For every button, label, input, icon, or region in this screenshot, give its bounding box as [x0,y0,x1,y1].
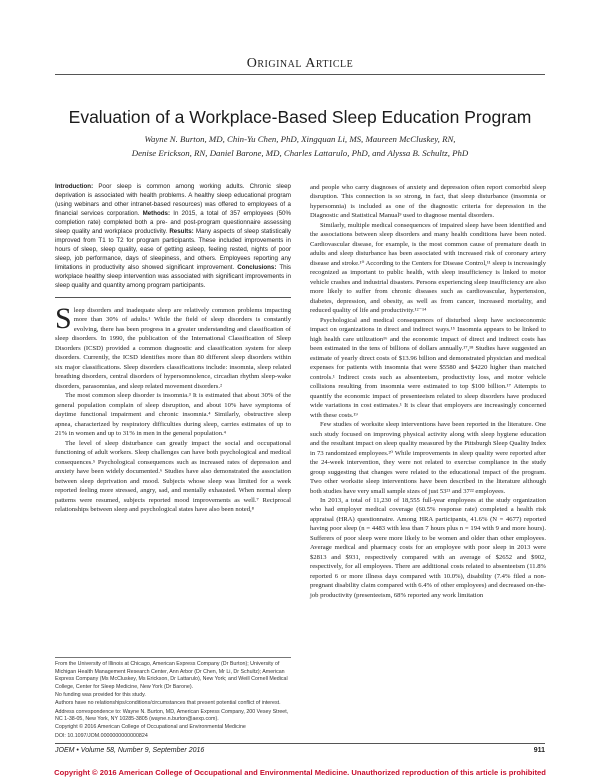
abstract-results-label: Results: [169,227,194,235]
affiliations: From the University of Illinois at Chicago, American Express Company (Dr Burton); University of Michigan Health Management Research Center, Ann Arbor (Dr Chen, Mr Li, Dr Schultz); American Express Company (Ms McCluskey, Ms Erickson, Dr Lattarulo), New York; and Weill Cornell Medical College, Center for Sleep Medicine, New York (Dr Barone). [55,661,288,691]
page-number: 911 [533,747,545,754]
doi: DOI: 10.1097/JOM.0000000000000824 [55,732,148,739]
abstract-methods: In 2015, a total of 357 employees (50% completion rate) completed both a pre- and post-program questionnaire assessing sleep quality and workplace productivity. [55,209,291,235]
article-title: Evaluation of a Workplace-Based Sleep Education Program [68,107,532,127]
journal-footer [55,743,545,754]
body-paragraph: In 2013, a total of 11,230 of 18,555 full-year employees at the study organization who had employer medical coverage (60.5% response rate) completed a health risk appraisal (HRA) questionnaire. Among HRA participants, 41.6% (N = 4677) reported having poor sleep (n = 4483 with less than 7 hours plus n = 194 with 9 and more hours). Sufferers of poor sleep were more likely to be women and older than other employees. Average medical and pharmacy costs for an employee with poor sleep in 2013 were $2813 and $931, respectively compared with an average of $2652 and $902, respectively, for all employees. There are additional costs related to absenteeism (11.8% reported 6 or more illness days compared with 10.0%), disability (7.4% filed a non-pregnant disability claim compared with 6.4% of other employees) and decreased on-the-job productivity (presenteeism, 68% reported any work limitation [310,496,546,599]
authors-line-1: Wayne N. Burton, MD, Chin-Yu Chen, PhD, Xingquan Li, MS, Maureen McCluskey, RN, [144,134,456,144]
body-paragraph: The level of sleep disturbance can greatly impact the social and occupational functioning of adult workers. Sleep challenges can have both psychological and medical consequences.⁵ Psychological consequences such as increased rates of depression and anxiety have been widely documented.⁶ Studies have also demonstrated the association between sleep deprivation and mood. Subjects whose sleep was limited for a week reported feeling more stressed, angry, sad, and mentally exhausted. When normal sleep patterns were resumed, subjects reported mood improvements as well.⁷ Reciprocal relationships between sleep and psychological states have also been noted,⁸ [55,439,291,513]
copyright-note: Copyright © 2016 American College of Occupational and Environmental Medicine [55,724,246,731]
header-rule [55,74,545,75]
abstract-results: Many aspects of sleep statistically improved from T1 to T2 for program participants. These included improvements in hours of sleep, sleep quality, ease of getting asleep, feeling rested, nights of poor sleep, job performance, days of sleepiness, and others. Employees reporting any limitations in productivity also showed significant improvement. [55,227,291,271]
body-paragraph [55,301,291,391]
body-paragraph: and people who carry diagnoses of anxiety and depression often report comorbid sleep disruption. This connection is so strong, in fact, that sleep disturbance (insomnia or hypersomnia) is included as one of the diagnostic criteria for depression in the Diagnostic and Statistical Manual⁹ used to diagnose mental disorders. [310,184,546,220]
conflict-note: Authors have no relationships/conditions/circumstances that present potential conflict of interest. [55,700,281,707]
authors-line-2: Denise Erickson, RN, Daniel Barone, MD, Charles Lattarulo, PhD, and Alyssa B. Schultz, PhD [131,147,469,158]
abstract-conclusions-label: Conclusions: [237,263,277,271]
abstract-methods-label: Methods: [142,209,171,217]
journal-citation: JOEM • Volume 58, Number 9, September 2016 [55,747,205,754]
footnotes [55,657,291,741]
abstract [55,183,291,291]
section-label: Original Article [246,56,354,71]
body-paragraph: The most common sleep disorder is insomnia.³ It is estimated that about 30% of the general population complain of sleep disruption, and about 10% have symptoms of daytime functional impairment and chronic insomnia.⁴ Similarly, obstructive sleep apnea, characterized by respiratory difficulties during sleep, carries estimates of up to 21% in women and up to 31% in men in the general population.⁴ [55,392,291,438]
author-list [60,133,540,160]
left-column [55,183,291,514]
body-paragraph: Psychological and medical consequences of disturbed sleep have socioeconomic impact on organizations in direct and indirect ways.¹⁵ Insomnia appears to be linked to high health care utilization¹⁶ and the economic impact of direct and indirect costs has been estimated in the tens of billions of dollars annually.¹⁷,¹⁸ Studies have suggested an estimate of yearly direct costs of $13.96 billion and demonstrated physician and medical expenses for patients with insomnia that were $5580 and $4220 higher than matched controls.¹ Indirect costs such as absenteeism, productivity loss, and motor vehicle collisions resulting from insomnia were estimated to top $100 billion.¹⁷ Attempts to quantify the economic impact of presenteeism related to sleep disorders have produced wide variations in cost estimates.¹ It is clear that employers are increasingly concerned with these costs.¹⁹ [310,316,546,419]
abstract-divider [55,297,291,298]
paragraph-text: leep disorders and inadequate sleep are relatively common problems impacting more than 30% of adults.¹ While the field of sleep disorders is constantly evolving, there has been progress in a greater understanding and classification of sleep disorders. In 1990, the publication of the International Classification of Sleep Disorders (ICSD) provided a common diagnostic and classification system for sleep disorders. Currently, the ICSD identifies more than 80 different sleep disorders within six major classifications. Sleep disorders classifications include: insomnia, sleep related breathing disorders, central disorders of hypersomnolence, circadian rhythm sleep-wake disorders, parasomnias, and sleep related movement disorders.² [55,306,291,390]
footnote-rule [55,657,291,658]
right-column [310,183,546,600]
abstract-intro: Poor sleep is common among working adults. Chronic sleep deprivation is associated with health problems. A healthy sleep educational program (using webinars and other intranet-based resources) was offered to employees of a financial services corporation. [55,183,291,217]
body-paragraph: Similarly, multiple medical consequences of impaired sleep have been identified and the associations between sleep disorders and many health conditions have been noted. Cardiovascular disease, for example, is the most common cause of premature death in adults and sleep disturbance has been associated with increased risk of coronary artery disease and stroke.¹⁰ According to the Centers for Disease Control,¹¹ sleep is increasingly recognized as important to public health, with sleep insufficiency is linked to motor vehicle crashes and industrial disasters. Persons experiencing sleep insufficiency are also more likely to suffer from chronic diseases such as cardiovascular, hypertension, diabetes, depression, and obesity, as well as from cancer, increased mortality, and reduced quality of life and productivity.¹²⁻¹⁴ [310,221,546,315]
abstract-intro-label: Introduction: [55,183,94,190]
correspondence: Address correspondence to: Wayne N. Burton, MD, American Express Company, 200 Vesey Street, NC 1-38-05, New York, NY 10285-3805 (wayne.n.burton@aexp.com). [55,708,289,723]
drop-cap: S [55,301,72,335]
footer-rule [55,743,545,744]
body-paragraph: Few studies of worksite sleep interventions have been reported in the literature. One such study focused on improving physical activity along with sleep hygiene education and the resultant impact on sleep quality measured by the Pittsburgh Sleep Quality Index in 73 randomized employees.²⁰ While improvements in sleep quality were reported after the 24-week intervention, they were not related to exercise compliance in the study group suggesting that changes were related to the educational impact of the program. Two other worksite sleep interventions have been described in the literature although both studies have very small sample sizes of just 53²¹ and 37²² employees. [310,421,546,495]
copyright-banner: Copyright © 2016 American College of Occupational and Environmental Medicine. Unauthorized reproduction of this article is prohibited [54,768,546,777]
funding-note: No funding was provided for this study. [55,692,146,699]
abstract-conclusions: This workplace healthy sleep intervention was associated with significant improvements in sleep quality and quantity among program participants. [55,263,292,289]
left-body-text [55,301,291,515]
